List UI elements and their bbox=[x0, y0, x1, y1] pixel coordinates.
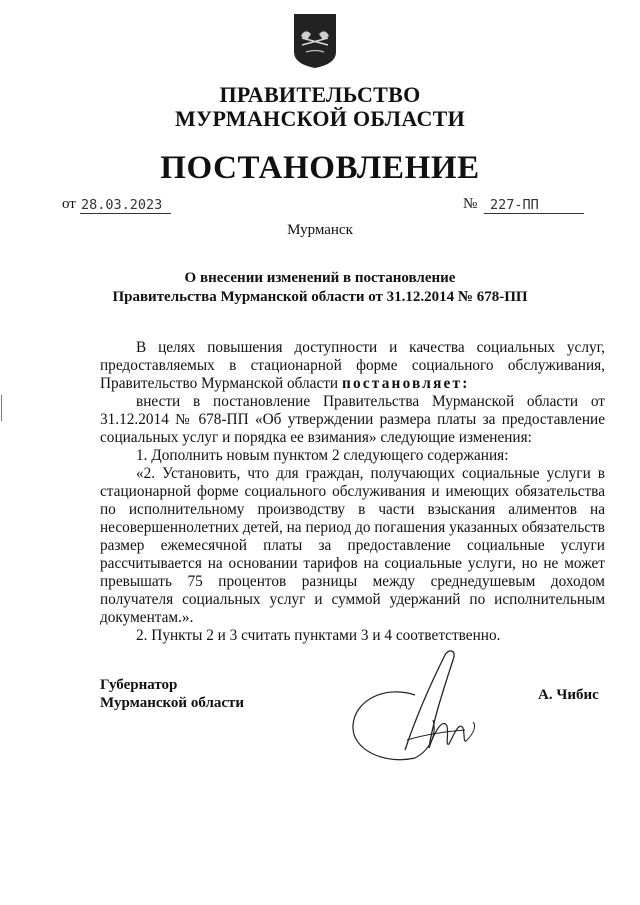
handwritten-signature bbox=[345, 640, 495, 780]
document-number: 227-ПП bbox=[484, 197, 584, 214]
signatory-title-line2: Мурманской области bbox=[100, 695, 245, 711]
city-name: Мурманск bbox=[287, 222, 353, 238]
signatory-name: А. Чибис bbox=[538, 687, 599, 703]
item-1-paragraph: 1. Дополнить новым пунктом 2 следующего содержания: bbox=[136, 447, 509, 464]
number-prefix: № bbox=[463, 196, 478, 212]
intro-paragraph bbox=[100, 339, 605, 393]
date-prefix: от bbox=[62, 196, 76, 212]
decree-word: постановляет: bbox=[341, 375, 470, 392]
scan-edge-mark bbox=[1, 395, 2, 421]
government-title-line2: МУРМАНСКОЙ ОБЛАСТИ bbox=[174, 106, 466, 131]
coat-of-arms-icon bbox=[292, 12, 338, 70]
subject-line2: Правительства Мурманской области от 31.12.2014 № 678-ПП bbox=[112, 289, 528, 305]
document-date: 28.03.2023 bbox=[80, 197, 171, 214]
new-item-2-paragraph: «2. Установить, что для граждан, получающих социальные услуги в стационарной форме социального обслуживания и имеющих обязательства по исполнительному производству в части взыскания алиментов на несовершеннолетних детей, на период до погашения указанных обязательств размер ежемесячной платы за предоставление социальные услуги рассчитывается на основании тарифов на социальные услуги, но не может превышать 75 процентов разницы между среднедушевым доходом получателя социальных услуг и суммой удержаний по исполнительным документам.». bbox=[100, 465, 605, 626]
subject-line1: О внесении изменений в постановление bbox=[184, 270, 456, 286]
signatory-title bbox=[100, 676, 244, 712]
amendment-paragraph: внести в постановление Правительства Мурманской области от 31.12.2014 № 678-ПП «Об утверждении размера платы за предоставление социальных услуг и порядка ее взимания» следующие изменения: bbox=[100, 393, 605, 446]
item-2-paragraph: 2. Пункты 2 и 3 считать пунктами 3 и 4 соответственно. bbox=[136, 627, 501, 644]
signatory-title-line1: Губернатор bbox=[100, 677, 178, 693]
intro-text: В целях повышения доступности и качества социальных услуг, предоставляемых в стационарной форме социального обслуживания, Правительство Мурманской области bbox=[100, 339, 605, 392]
document-body bbox=[100, 339, 605, 645]
document-type-title: ПОСТАНОВЛЕНИЕ bbox=[160, 150, 480, 186]
government-title-line1: ПРАВИТЕЛЬСТВО bbox=[219, 82, 421, 107]
